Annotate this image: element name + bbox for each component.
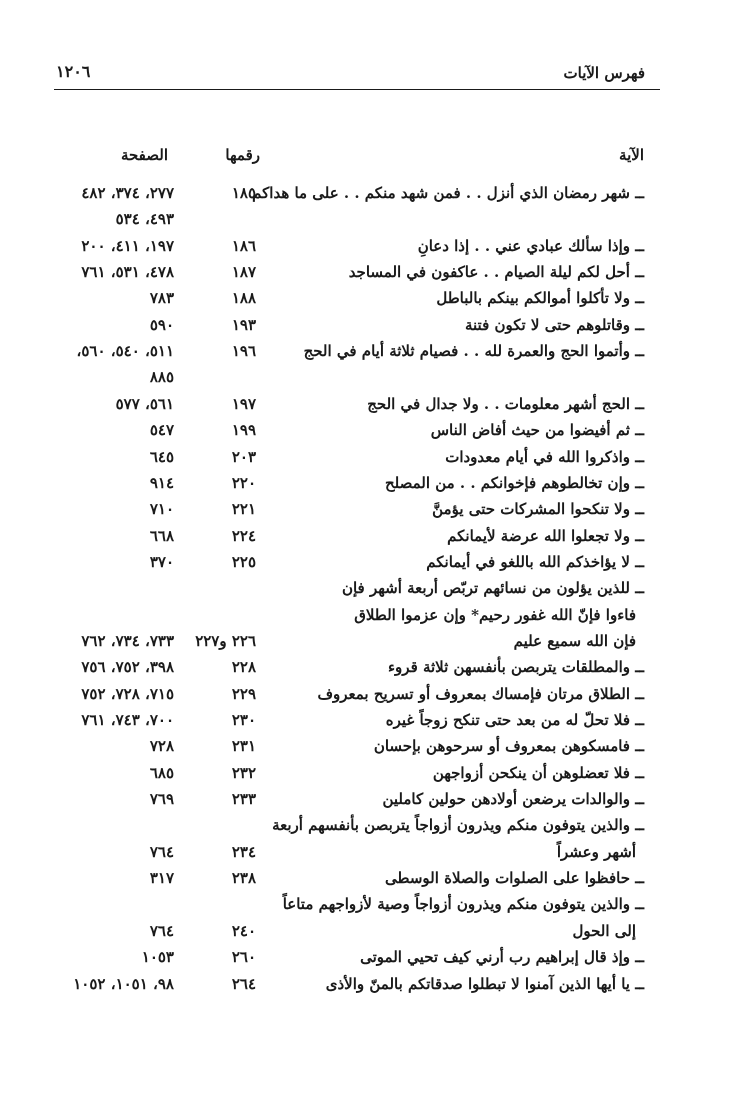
index-row <box>0 206 742 232</box>
page-references: ٥١١، ٥٤٠، ٥٦٠، <box>76 342 174 361</box>
index-row <box>0 496 742 522</box>
page-references: ١٩٧، ٤١١، ٢٠٠ <box>81 236 174 255</box>
index-row <box>0 523 742 549</box>
index-row <box>0 681 742 707</box>
verse-number: ٢٢٦ و٢٢٧ <box>195 631 256 650</box>
verse-text: فاءوا فإنّ الله غفور رحيم* وإن عزموا الطلاق <box>354 605 636 624</box>
verse-text: ــ وإن تخالطوهم فإخوانكم . . من المصلح <box>384 473 644 492</box>
verse-number: ٢٣٠ <box>231 711 256 729</box>
verse-text: ــ ولا تأكلوا أموالكم بينكم بالباطل <box>436 289 644 308</box>
page-references: ٧٣٣، ٧٣٤، ٧٦٢ <box>81 631 174 650</box>
verse-number: ١٩٧ <box>231 394 256 413</box>
verse-text: ــ الحج أشهر معلومات . . ولا جدال في الحج <box>367 394 644 413</box>
page-references: ٧١٥، ٧٢٨، ٧٥٢ <box>81 684 174 703</box>
index-row <box>0 944 742 970</box>
index-row <box>0 891 742 917</box>
verse-number: ٢٠٣ <box>231 447 256 466</box>
verse-text: ــ يا أيها الذين آمنوا لا تبطلوا صدقاتكم بالمنّ والأذى <box>325 974 644 993</box>
page-references: ٤٩٣، ٥٣٤ <box>115 210 174 229</box>
verse-number: ١٨٦ <box>231 236 256 255</box>
verse-text: ــ والمطلقات يتربصن بأنفسهن ثلاثة قروء <box>388 658 644 677</box>
verse-text: ــ أحل لكم ليلة الصيام . . عاكفون في المساجد <box>348 263 644 282</box>
index-row <box>0 865 742 891</box>
verse-text: إلى الحول <box>572 921 636 940</box>
verse-number: ١٨٧ <box>231 263 256 282</box>
column-header-verse: الآية <box>619 146 644 164</box>
index-row <box>0 391 742 417</box>
verse-text: ــ ثم أفيضوا من حيث أفاض الناس <box>430 421 644 440</box>
verse-text: ــ والذين يتوفون منكم ويذرون أزواجاً وصية لأزواجهم متاعاً <box>282 895 644 914</box>
verse-number: ١٩٣ <box>231 315 256 334</box>
verse-text: ــ حافظوا على الصلوات والصلاة الوسطى <box>385 869 644 888</box>
verse-text: ــ ولا تنكحوا المشركات حتى يؤمنَّ <box>432 500 644 519</box>
index-row <box>0 733 742 759</box>
page-header-title: فهرس الآيات <box>563 64 645 82</box>
page-references: ٩٨، ١٠٥١، ١٠٥٢ <box>73 974 174 993</box>
index-row <box>0 786 742 812</box>
header-divider <box>54 89 660 90</box>
page-references: ٥٩٠ <box>149 315 174 334</box>
index-row <box>0 180 742 206</box>
index-row <box>0 312 742 338</box>
verse-text: ــ والوالدات يرضعن أولادهن حولين كاملين <box>382 790 644 809</box>
index-row <box>0 839 742 865</box>
page-references: ٣١٧ <box>149 869 174 888</box>
page-references: ٣٧٠ <box>149 552 174 571</box>
column-header-number: رقمها <box>225 146 260 164</box>
page-references: ٧٦٤ <box>149 921 174 940</box>
verse-text: ــ فامسكوهن بمعروف أو سرحوهن بإحسان <box>373 737 644 756</box>
index-row <box>0 549 742 575</box>
verse-text: ــ الطلاق مرتان فإمساك بمعروف أو تسريح بمعروف <box>317 684 644 703</box>
verse-number: ٢٦٠ <box>231 948 256 967</box>
index-row <box>0 338 742 364</box>
page-references: ٣٩٨، ٧٥٢، ٧٥٦ <box>81 658 174 677</box>
verse-text: ــ شهر رمضان الذي أنزل . . فمن شهد منكم . . على ما هداكم <box>252 184 644 202</box>
index-row <box>0 760 742 786</box>
verse-number: ٢٢٠ <box>231 473 256 492</box>
index-row <box>0 285 742 311</box>
verse-number: ٢٢٥ <box>231 552 256 571</box>
verse-text: ــ وأتموا الحج والعمرة لله . . فصيام ثلاثة أيام في الحج <box>303 342 644 361</box>
verse-number: ٢٣١ <box>231 737 256 756</box>
verse-number: ٢٣٤ <box>231 842 256 861</box>
verse-text: ــ فلا تحلّ له من بعد حتى تنكح زوجاً غيره <box>385 711 644 729</box>
page-references: ٩١٤ <box>149 473 174 492</box>
verse-number: ٢٢٨ <box>231 658 256 677</box>
page-references: ٧٠٠، ٧٤٣، ٧٦١ <box>81 711 174 729</box>
index-row <box>0 575 742 601</box>
page-number: ١٢٠٦ <box>56 62 91 81</box>
index-row <box>0 654 742 680</box>
verse-number: ٢٢١ <box>231 500 256 519</box>
page-references: ٦٨٥ <box>149 763 174 782</box>
verse-text: ــ ولا تجعلوا الله عرضة لأيمانكم <box>447 526 644 545</box>
index-row <box>0 444 742 470</box>
verse-text: ــ وقاتلوهم حتى لا تكون فتنة <box>464 315 644 334</box>
index-row <box>0 918 742 944</box>
index-row <box>0 707 742 733</box>
index-row <box>0 602 742 628</box>
page-references: ٧٢٨ <box>149 737 174 756</box>
verse-number: ٢٤٠ <box>231 921 256 940</box>
column-header-pages: الصفحة <box>120 146 168 164</box>
page-references: ٦٤٥ <box>149 447 174 466</box>
page-references: ٦٦٨ <box>149 526 174 545</box>
index-row <box>0 364 742 390</box>
verse-number: ٢٢٩ <box>231 684 256 703</box>
index-row <box>0 971 742 997</box>
verse-text: ــ فلا تعضلوهن أن ينكحن أزواجهن <box>432 763 644 782</box>
verse-text: ــ وإذ قال إبراهيم رب أرني كيف تحيي الموتى <box>360 948 644 967</box>
index-row <box>0 812 742 838</box>
page-references: ٥٦١، ٥٧٧ <box>115 394 174 413</box>
verse-text: ــ لا يؤاخذكم الله باللغو في أيمانكم <box>426 552 644 571</box>
page-references: ٧٦٩ <box>149 790 174 809</box>
page-references: ٨٨٥ <box>149 368 174 387</box>
verse-text: ــ والذين يتوفون منكم ويذرون أزواجاً يتربصن بأنفسهم أربعة <box>272 816 644 835</box>
page-references: ٤٧٨، ٥٣١، ٧٦١ <box>81 263 174 282</box>
page-references: ٧٦٤ <box>149 842 174 861</box>
verse-number: ٢٣٨ <box>231 869 256 888</box>
verse-text: ــ للذين يؤلون من نسائهم تربّص أربعة أشهر فإن <box>341 579 644 598</box>
page-references: ٧٨٣ <box>149 289 174 308</box>
verse-number: ١٨٨ <box>231 289 256 308</box>
page-references: ٢٧٧، ٣٧٤، ٤٨٢ <box>81 184 174 202</box>
verse-number: ١٩٦ <box>231 342 256 361</box>
index-row <box>0 259 742 285</box>
verse-number: ٢٢٤ <box>231 526 256 545</box>
verse-number: ٢٣٢ <box>231 763 256 782</box>
verse-text: أشهر وعشراً <box>556 842 636 861</box>
verse-number: ٢٦٤ <box>231 974 256 993</box>
page-references: ٥٤٧ <box>149 421 174 440</box>
verse-text: ــ واذكروا الله في أيام معدودات <box>445 447 644 466</box>
verse-number: ١٨٥ <box>231 184 256 202</box>
verse-number: ١٩٩ <box>231 421 256 440</box>
page-references: ٧١٠ <box>149 500 174 519</box>
index-row <box>0 470 742 496</box>
index-row <box>0 233 742 259</box>
index-row <box>0 417 742 443</box>
index-row <box>0 628 742 654</box>
verse-number: ٢٣٣ <box>231 790 256 809</box>
verse-text: ــ وإذا سألك عبادي عني . . إذا دعانِ <box>417 236 644 255</box>
verse-text: فإن الله سميع عليم <box>513 631 636 650</box>
page-references: ١٠٥٣ <box>141 948 174 967</box>
